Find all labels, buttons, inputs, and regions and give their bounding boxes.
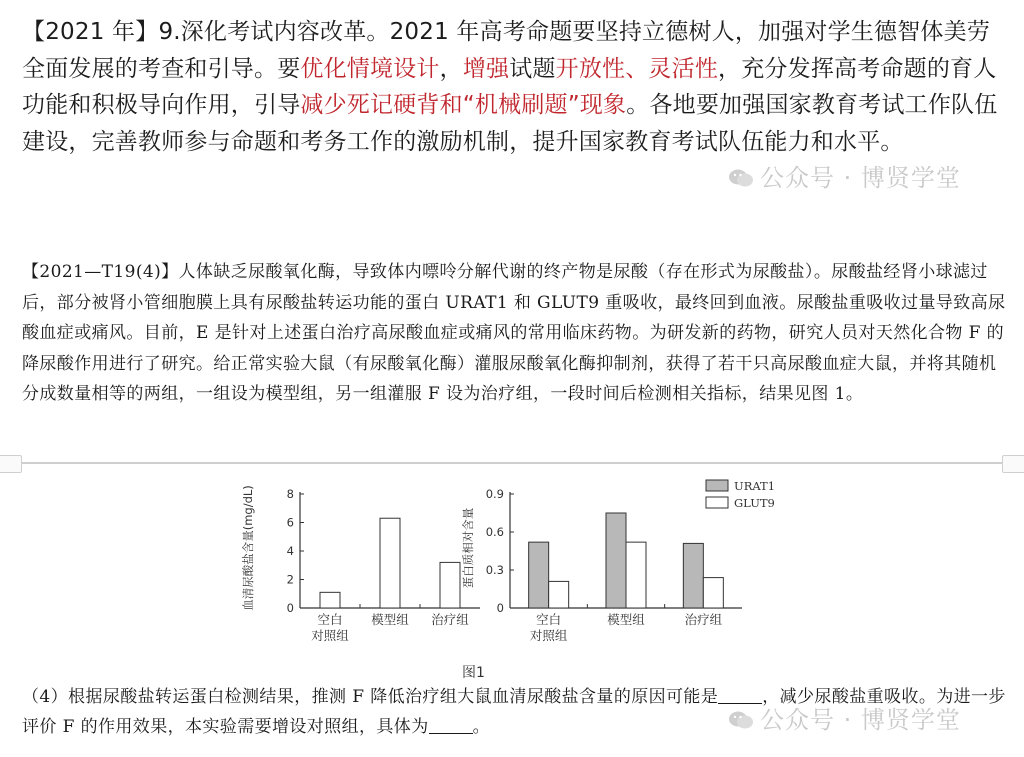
wechat-icon [728,168,754,188]
watermark-text: 公众号 · 博贤学堂 [760,164,961,192]
category-label: 空白 [536,612,562,627]
bar [703,578,723,608]
text-span: 试题 [509,55,556,82]
y-axis-label: 血清尿酸盐含量(mg/dL) [241,485,255,611]
category-label: 空白 [317,612,343,627]
figure-1 [230,478,790,658]
figure-caption: 图1 [462,665,485,681]
text-span: ， [439,55,463,82]
page-divider [0,462,1024,464]
top-paragraph [22,14,1012,160]
sub-question [22,682,1007,742]
answer-blank[interactable] [718,687,762,704]
divider-handle-right [1002,455,1024,473]
text-span: 。各地要加强国家教育考试工作队伍建设，完善教师参与命题和考务工作的激励机制，提升国家教育考试队伍能力和水平。 [22,92,998,155]
watermark [728,158,961,193]
category-label: 对照组 [311,628,349,643]
bar [529,542,549,608]
y-tick-label: 2 [286,572,294,587]
serum-urate-chart [241,485,480,643]
category-label: 治疗组 [684,612,723,627]
protein-content-chart [461,479,775,643]
bar [380,518,400,608]
bar [626,542,646,608]
text-span: ，充分发挥高考命题的育人功能和积极导向作用，引导 [22,55,997,118]
bar [320,592,340,608]
y-tick-label: 4 [286,544,294,558]
watermark-text: 公众号 · 博贤学堂 [760,706,961,734]
text-span: ，减少尿酸盐重吸收。为进一步评价 F 的作用效果，本实验需要增设对照组，具体为 [22,687,1006,737]
question-paragraph: 【2021—T19(4)】人体缺乏尿酸氧化酶，导致体内嘌呤分解代谢的终产物是尿酸（存在形式为尿酸盐）。尿酸盐经肾小球滤过后，部分被肾小管细胞膜上具有尿酸盐转运功能的蛋白 URAT1 和 GLUT9 重吸收，最终回到血液。尿酸盐重吸收过量导致高尿酸血症或痛风。目前，E 是针对上述蛋白治疗高尿酸血症或痛风的常用临床药物。为研发新的药物，研究人员对天然化合物 F 的降尿酸作用进行了研究。给正常实验大鼠（有尿酸氧化酶）灌服尿酸氧化酶抑制剂，获得了若干只高尿酸血症大鼠，并将其随机分成数量相等的两组，一组设为模型组，另一组灌服 F 设为治疗组，一段时间后检测相关指标，结果见图 1。 [22,262,1006,405]
bar [549,581,569,608]
legend-swatch [706,497,728,508]
highlight-text: 优化情境设计 [300,55,440,82]
divider-handle-left [0,455,22,473]
y-axis-label: 蛋白质相对含量 [461,507,475,589]
y-tick-label: 8 [286,487,294,501]
y-tick-label: 6 [286,515,294,530]
highlight-text: 增强 [462,55,510,82]
legend-label: GLUT9 [734,496,775,510]
y-tick-label: 0.9 [485,487,504,501]
legend-label: URAT1 [734,479,776,493]
highlight-text: 减少死记硬背和“机械刷题”现象 [300,92,627,118]
text-span: 。 [472,717,491,737]
y-tick-label: 0.3 [485,563,504,577]
highlight-text: 开放性、灵活性 [555,55,719,82]
answer-blank[interactable] [429,717,473,734]
text-span: 【2021 年】9.深化考试内容改革。2021 年高考命题要坚持立德树人，加强对学生德智体美劳全面发展的考查和引导。要 [22,19,991,82]
category-label: 模型组 [371,612,409,627]
bar [440,562,460,608]
bar [606,513,626,608]
category-label: 对照组 [529,628,568,643]
y-tick-label: 0 [286,601,294,615]
bar [683,543,703,608]
text-span: （4）根据尿酸盐转运蛋白检测结果，推测 F 降低治疗组大鼠血清尿酸盐含量的原因可能是 [22,687,719,707]
category-label: 模型组 [607,612,645,627]
y-tick-label: 0 [496,601,504,615]
category-label: 治疗组 [431,612,469,627]
y-tick-label: 0.6 [485,525,504,539]
legend-swatch [706,480,728,491]
